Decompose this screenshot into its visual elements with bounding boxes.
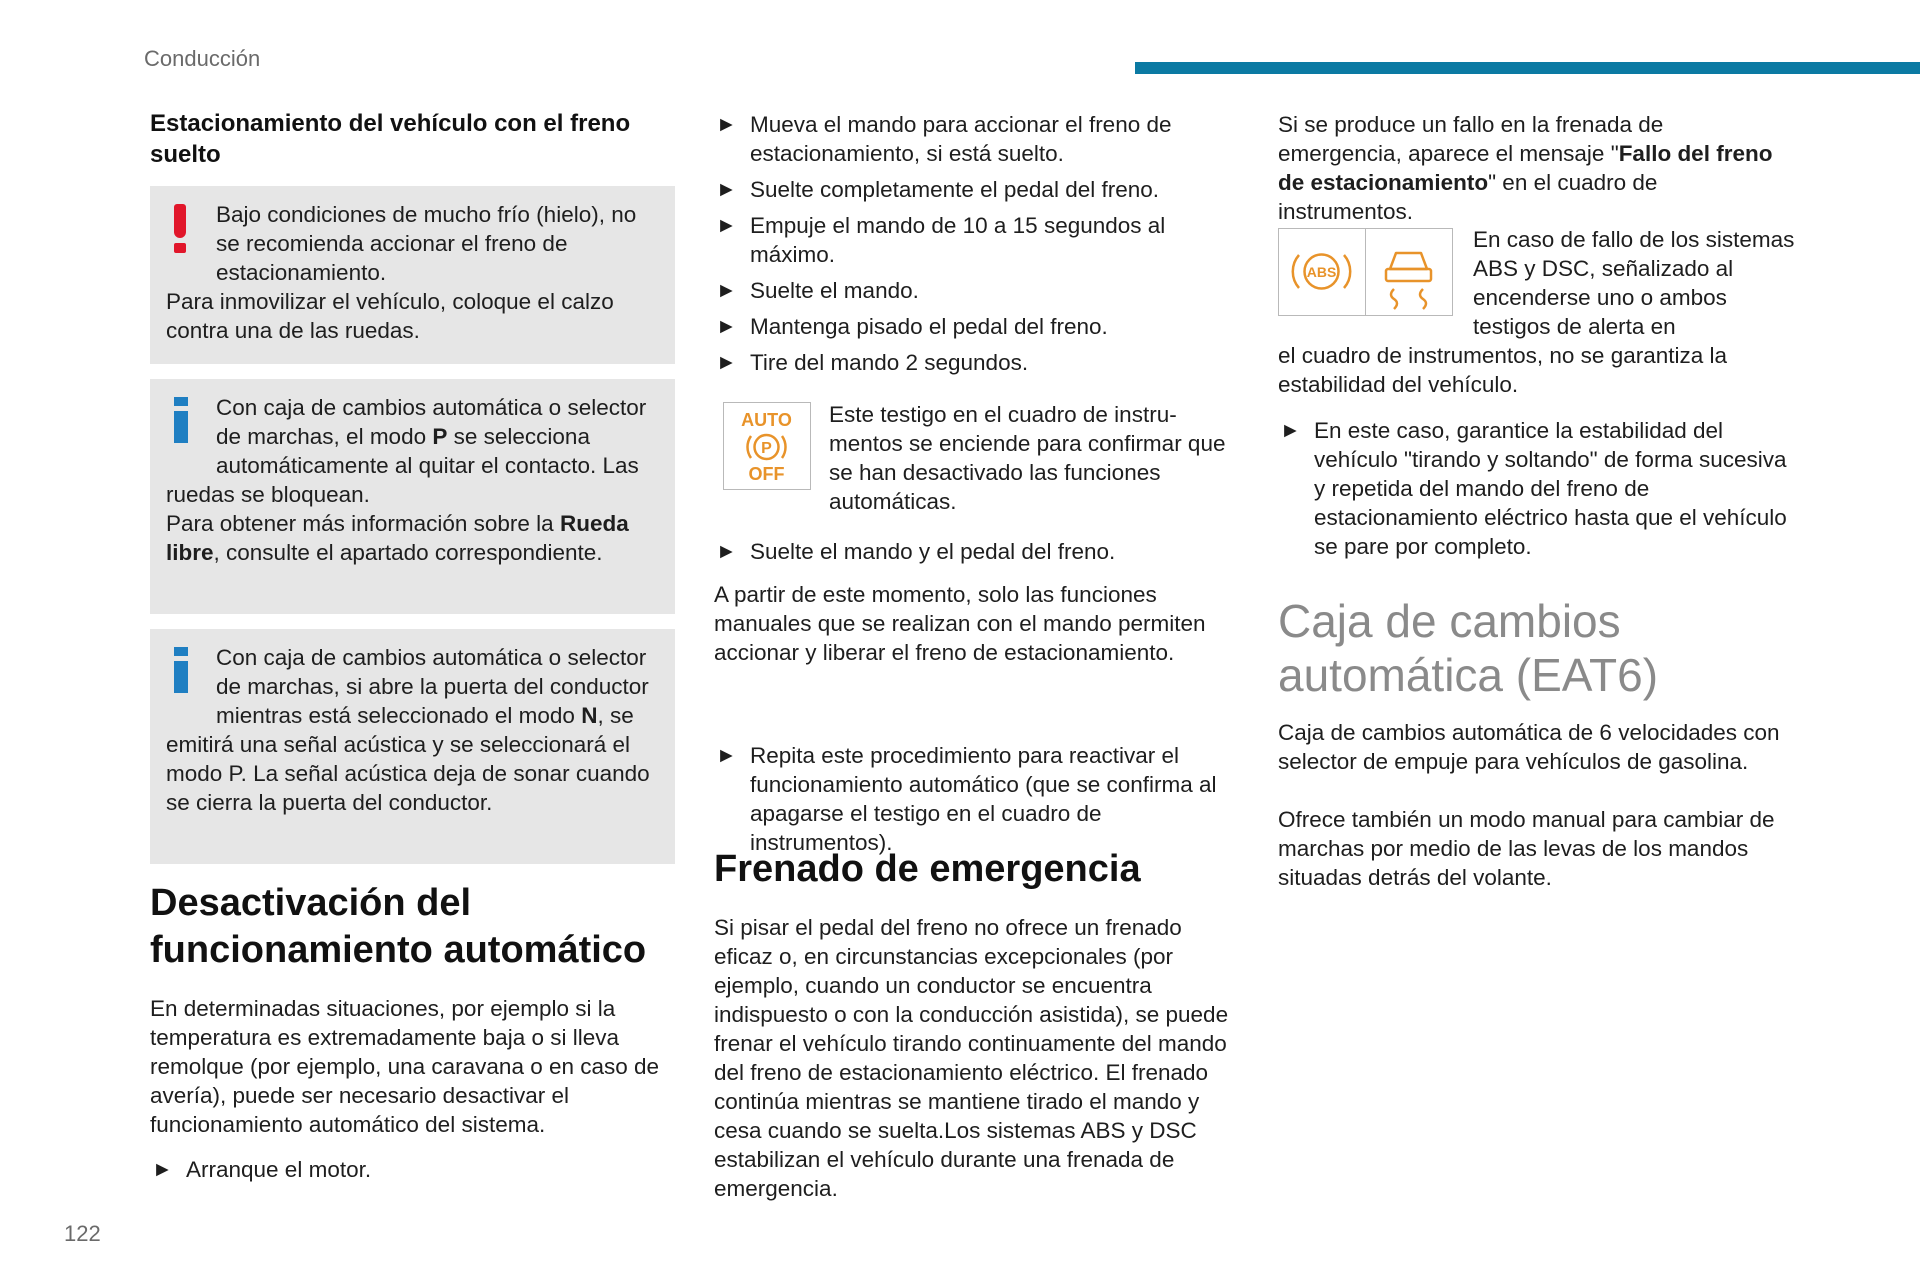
abs-warning-light-icon — [1278, 228, 1366, 316]
bullet-repeat: ► Repita este procedimiento para reactivar el funcionamiento automático (que se confirma al apagarse el testigo en el cuadro de instrumentos). — [716, 743, 1217, 855]
abs-dsc-text: En caso de fallo de los sistemas ABS y DSC, señalizado al encenderse uno o ambos testigos de alerta en — [1473, 227, 1795, 339]
subheading-parking: Estacionamiento del vehículo con el freno suelto — [150, 110, 631, 168]
warning-text: Bajo condiciones de mucho frío (hielo), no se recomienda accionar el freno de estacionamiento. — [216, 202, 637, 285]
heading-emergency-braking: Frenado de emergencia — [714, 848, 1141, 890]
info-2-text: Con caja de cambios automática o selector de marchas, si abre la puerta del conductor mientras está seleccionado el modo N, se emitirá una señal acústica y se seleccionará el modo P. La señal acústica deja de sonar cuando se cierra la puerta del conductor. — [166, 645, 650, 815]
info-icon — [166, 393, 202, 453]
auto-p-off-warning-light-icon — [723, 402, 811, 490]
paragraph-emergency-braking: Si pisar el pedal del freno no ofrece un frenado eficaz o, en circunstancias excepcionales (por ejemplo, cuando un conductor se encuentra indispuesto o con la conducción asistida), se puede frenar el vehículo tirando continuamente del mando del freno de estacionamiento eléctrico. El frenado continúa mientras se mantiene tirado el mando y cesa cuando se suelta.Los sistemas ABS y DSC estabilizan el vehículo durante una frenada de emergencia. — [714, 915, 1229, 1201]
paragraph-deactivation: En determinadas situaciones, por ejemplo si la temperatura es extremadamente baja o si lleva remolque (por ejemplo, una caravana o en caso de avería), puede ser necesario desactivar el funcionamiento automático del sistema. — [150, 996, 660, 1137]
section-label: Conducción — [144, 46, 261, 71]
info-icon — [166, 643, 202, 703]
bullet-arrow-icon: ► — [716, 279, 737, 302]
list-item: ► Tire del mando 2 segundos. — [716, 350, 1029, 375]
info-note-2 — [150, 629, 675, 864]
paragraph-gearbox-manual: Ofrece también un modo manual para cambiar de marchas por medio de las levas de los mandos situadas detrás del volante. — [1278, 807, 1775, 890]
bullet-arrow-icon: ► — [1280, 419, 1301, 442]
p-letter: P — [761, 440, 772, 457]
bullet-stability: ► En este caso, garantice la estabilidad del vehículo "tirando y soltando" de forma sucesiva y repetida del mando del freno de estacionamiento eléctrico hasta que el vehículo se pare por completo. — [1280, 418, 1787, 559]
bullet-arrow-icon: ► — [716, 113, 737, 136]
bullet-arrow-icon: ► — [716, 315, 737, 338]
bullet-start-engine: ► Arranque el motor. — [152, 1157, 372, 1182]
info-1-text: Con caja de cambios automática o selector de marchas, el modo P se selecciona automáticamente al quitar el contacto. Las ruedas se bloquean. — [166, 395, 647, 507]
auto-indicator-text: Este testigo en el cuadro de instrumentos se enciende para confirmar que se han desactivado las funciones automáticas. — [829, 402, 1226, 514]
column-2 — [714, 0, 1234, 1201]
paragraph-gearbox: Caja de cambios automática de 6 velocidades con selector de empuje para vehículos de gasolina. — [1278, 720, 1780, 774]
warning-exclamation-icon — [166, 200, 202, 260]
bullet-arrow-icon: ► — [716, 540, 737, 563]
abs-dsc-text-cont: el cuadro de instrumentos, no se garantiza la estabilidad del vehículo. — [1278, 343, 1728, 397]
bullet-release: ► Suelte el mando y el pedal del freno. — [716, 539, 1116, 564]
dsc-skid-warning-light-icon — [1365, 228, 1453, 316]
heading-deactivation: Desactivación del funcionamiento automático — [150, 882, 647, 971]
warning-note — [150, 186, 675, 364]
warning-text-2: Para inmovilizar el vehículo, coloque el calzo contra una de las ruedas. — [166, 289, 614, 343]
bullet-arrow-icon: ► — [716, 351, 737, 374]
bullet-arrow-icon: ► — [716, 214, 737, 237]
steps-list — [714, 110, 1234, 384]
bullet-arrow-icon: ► — [152, 1158, 173, 1181]
off-label: OFF — [748, 464, 785, 484]
title-automatic-gearbox: Caja de cambios automática (EAT6) — [1278, 595, 1659, 701]
list-item: ► Mueva el mando para accionar el freno de estacionamiento, si está suelto. — [716, 112, 1172, 166]
column-3 — [1278, 0, 1803, 890]
list-item: ► Suelte completamente el pedal del freno. — [716, 177, 1160, 202]
list-item: ► Suelte el mando. — [716, 278, 919, 303]
info-1-text-2: Para obtener más información sobre la Rueda libre, consulte el apartado correspondiente. — [166, 511, 629, 565]
auto-label: AUTO — [741, 410, 792, 430]
info-note-1 — [150, 379, 675, 614]
abs-label: ABS — [1306, 264, 1337, 280]
list-item: ► Mantenga pisado el pedal del freno. — [716, 314, 1108, 339]
paragraph-failure: Si se produce un fallo en la frenada de emergencia, aparece el mensaje "Fallo del freno de estacionamiento" en el cuadro de instrumentos. — [1278, 112, 1773, 224]
bullet-arrow-icon: ► — [716, 744, 737, 767]
list-item: ► Empuje el mando de 10 a 15 segundos al máximo. — [716, 213, 1166, 267]
bullet-arrow-icon: ► — [716, 178, 737, 201]
paragraph-manual: A partir de este momento, solo las funciones manuales que se realizan con el mando permiten accionar y liberar el freno de estacionamiento. — [714, 582, 1206, 665]
page-number: 122 — [64, 1221, 101, 1246]
